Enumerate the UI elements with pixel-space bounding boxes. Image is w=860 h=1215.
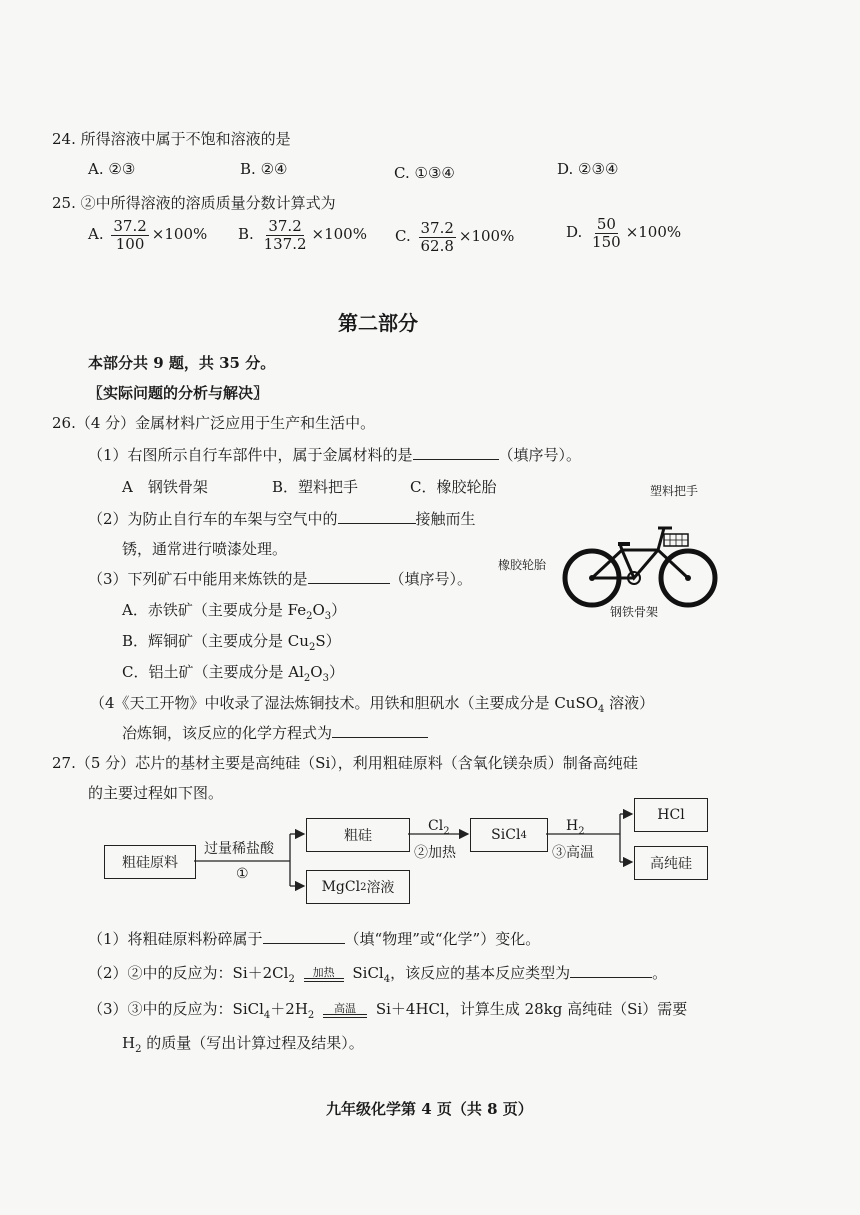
q24-option-c: C. ①③④ (394, 164, 455, 182)
q26-sub2-cont: 锈，通常进行喷漆处理。 (122, 540, 288, 558)
part2-intro: 本部分共 9 题，共 35 分。 (88, 354, 276, 372)
q27-sub1: （1）将粗硅原料粉碎属于 （填“物理”或“化学”）变化。 (88, 930, 541, 948)
q26-sub4-cont: 冶炼铜，该反应的化学方程式为 (122, 722, 428, 743)
q27-sub3-cont: $H_2$ 的质量（写出计算过程及结果）。 (122, 1034, 364, 1055)
q26-ore-b: B．辉铜矿（主要成分是 $Cu_2S$） (122, 632, 341, 653)
flow-sicl4: SiCl 4 (470, 818, 548, 852)
bike-label-tire: 橡胶轮胎 (498, 558, 547, 572)
q24-option-b: B. ②④ (240, 160, 288, 178)
flow-acid-label: 过量稀盐酸 (204, 841, 274, 857)
flow-pure-si: 高纯硅 (634, 846, 708, 880)
q26-sub1-option-c: C．橡胶轮胎 (410, 478, 497, 496)
q24-stem: 24. 所得溶液中属于不饱和溶液的是 (52, 130, 291, 148)
q27-stem-cont: 的主要过程如下图。 (88, 784, 224, 802)
flow-hcl: HCl (634, 798, 708, 832)
q25-option-a: A. $\frac{37.2}{100}$ ×100% (88, 217, 208, 253)
q26-sub2: （2）为防止自行车的车架与空气中的 接触而生 (88, 510, 476, 528)
flow-mgcl2: MgCl 2 溶液 (306, 870, 410, 904)
q26-ore-c: C．铝土矿（主要成分是 $Al_2O_3$） (122, 663, 344, 684)
q27-sub2: （2）②中的反应为：$Si+2Cl_2$ 加热 SiCl$_4$，该反应的基本反应类型为 。 (88, 964, 668, 985)
q26-sub1-option-a: A 钢铁骨架 (122, 478, 208, 496)
bike-label-frame: 钢铁骨架 (610, 605, 659, 619)
q25-option-c: C. $\frac{37.2}{62.8}$ ×100% (395, 219, 515, 255)
q27-stem: 27.（5 分）芯片的基材主要是高纯硅（Si），利用粗硅原料（含氧化镁杂质）制备高纯硅 (52, 754, 638, 772)
q27-sub3: （3）③中的反应为：$SiCl_4+2H_2$ 高温 Si＋4HCl，计算生成 28kg 高纯硅（Si）需要 (88, 1000, 688, 1021)
q24-option-a: A. ②③ (88, 160, 136, 178)
q25-option-d: D. $\frac{50}{150}$ ×100% (566, 215, 682, 251)
section-title: 第二部分 (338, 311, 418, 335)
q26-sub3: （3）下列矿石中能用来炼铁的是 （填序号）。 (88, 570, 473, 588)
flow-step2-label: ②加热 (414, 845, 456, 861)
q26-ore-a: A．赤铁矿（主要成分是 $Fe_2O_3$） (122, 601, 347, 622)
bicycle-figure (560, 520, 720, 610)
q26-sub1: （1）右图所示自行车部件中，属于金属材料的是 （填序号）。 (88, 446, 582, 464)
q25-option-b: B. $\frac{37.2}{137.2}$ ×100% (238, 217, 367, 253)
q26-sub1-option-b: B．塑料把手 (272, 478, 359, 496)
flow-h2-label: $H_2$ (566, 818, 585, 837)
flow-step3-label: ③高温 (552, 845, 594, 861)
flow-raw-material: 粗硅原料 (104, 845, 196, 879)
flow-step1-label: ① (236, 866, 249, 882)
q25-stem: 25. ②中所得溶液的溶质质量分数计算式为 (52, 194, 336, 212)
page-footer: 九年级化学第 4 页（共 8 页） (326, 1100, 533, 1118)
q26-stem: 26.（4 分）金属材料广泛应用于生产和生活中。 (52, 414, 376, 432)
q26-sub4: （4《天工开物》中收录了湿法炼铜技术。用铁和胆矾水（主要成分是 CuSO$_4$ 溶液） (90, 694, 655, 715)
flow-crude-si: 粗硅 (306, 818, 410, 852)
q24-option-d: D. ②③④ (557, 160, 619, 178)
part2-category: 〖实际问题的分析与解决〗 (88, 384, 269, 402)
bike-label-handle: 塑料把手 (650, 484, 699, 498)
flow-cl2-label: $Cl_2$ (428, 818, 450, 837)
